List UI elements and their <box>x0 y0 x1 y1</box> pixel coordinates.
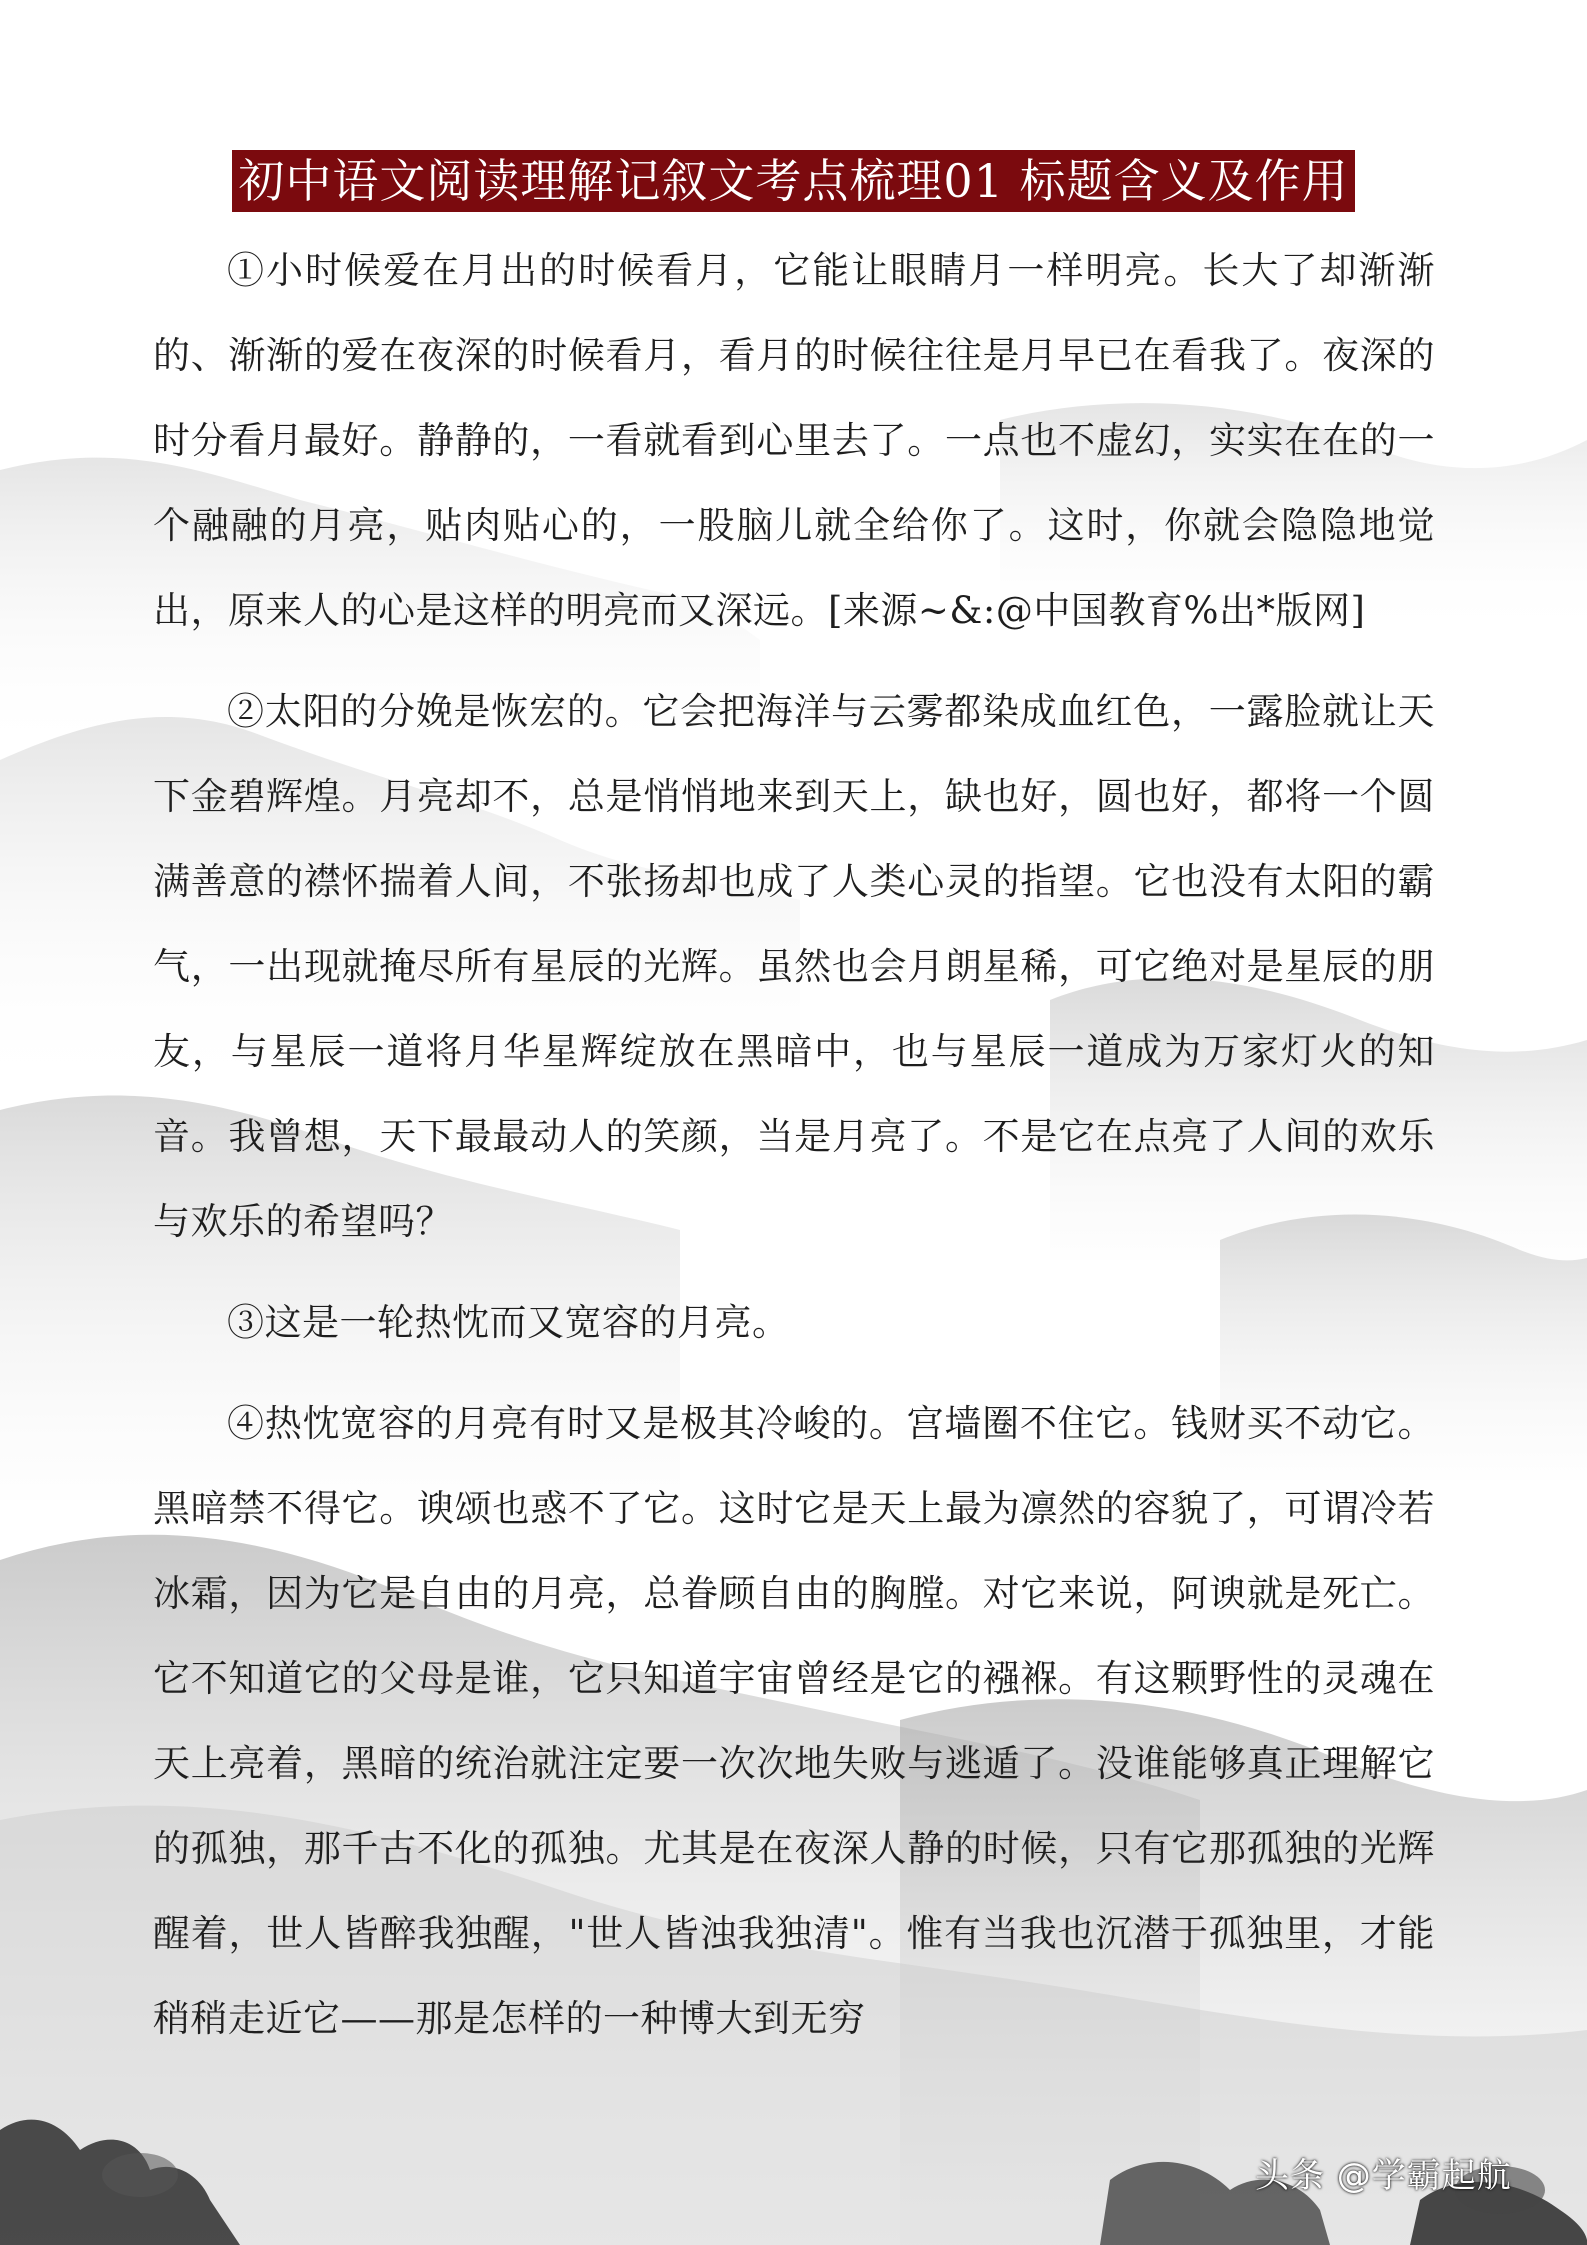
paragraph-3: ③这是一轮热忱而又宽容的月亮。 <box>227 1301 790 1344</box>
article-body <box>153 228 1435 2077</box>
paragraph-2: ②太阳的分娩是恢宏的。它会把海洋与云雾都染成血红色，一露脸就让天下金碧辉煌。月亮却不，总是悄悄地来到天上，缺也好，圆也好，都将一个圆满善意的襟怀揣着人间，不张扬却也成了人类心灵的指望。它也没有太阳的霸气，一出现就掩尽所有星辰的光辉。虽然也会月朗星稀，可它绝对是星辰的朋友，与星辰一道将月华星辉绽放在黑暗中，也与星辰一道成为万家灯火的知音。我曾想，天下最最动人的笑颜，当是月亮了。不是它在点亮了人间的欢乐与欢乐的希望吗？ <box>153 690 1435 1243</box>
paragraph-1: ①小时候爱在月出的时候看月，它能让眼睛月一样明亮。长大了却渐渐的、渐渐的爱在夜深的时候看月，看月的时候往往是月早已在看我了。夜深的时分看月最好。静静的，一看就看到心里去了。一点也不虚幻，实实在在的一个融融的月亮，贴肉贴心的，一股脑儿就全给你了。这时，你就会隐隐地觉出，原来人的心是这样的明亮而又深远。[来源~&:@中国教育%出*版网] <box>153 249 1435 632</box>
document-title: 初中语文阅读理解记叙文考点梳理01 标题含义及作用 <box>232 150 1354 212</box>
watermark-label: 头条 @学霸起航 <box>1255 2156 1512 2196</box>
paragraph-4: ④热忱宽容的月亮有时又是极其冷峻的。宫墙圈不住它。钱财买不动它。黑暗禁不得它。谀颂也惑不了它。这时它是天上最为凛然的容貌了，可谓冷若冰霜，因为它是自由的月亮，总眷顾自由的胸膛。对它来说，阿谀就是死亡。它不知道它的父母是谁，它只知道宇宙曾经是它的襁褓。有这颗野性的灵魂在天上亮着，黑暗的统治就注定要一次次地失败与逃遁了。没谁能够真正理解它的孤独，那千古不化的孤独。尤其是在夜深人静的时候，只有它那孤独的光辉醒着，世人皆醉我独醒，"世人皆浊我独清"。惟有当我也沉潜于孤独里，才能稍稍走近它——那是怎样的一种博大到无穷 <box>153 1402 1435 2040</box>
title-container <box>0 150 1587 212</box>
